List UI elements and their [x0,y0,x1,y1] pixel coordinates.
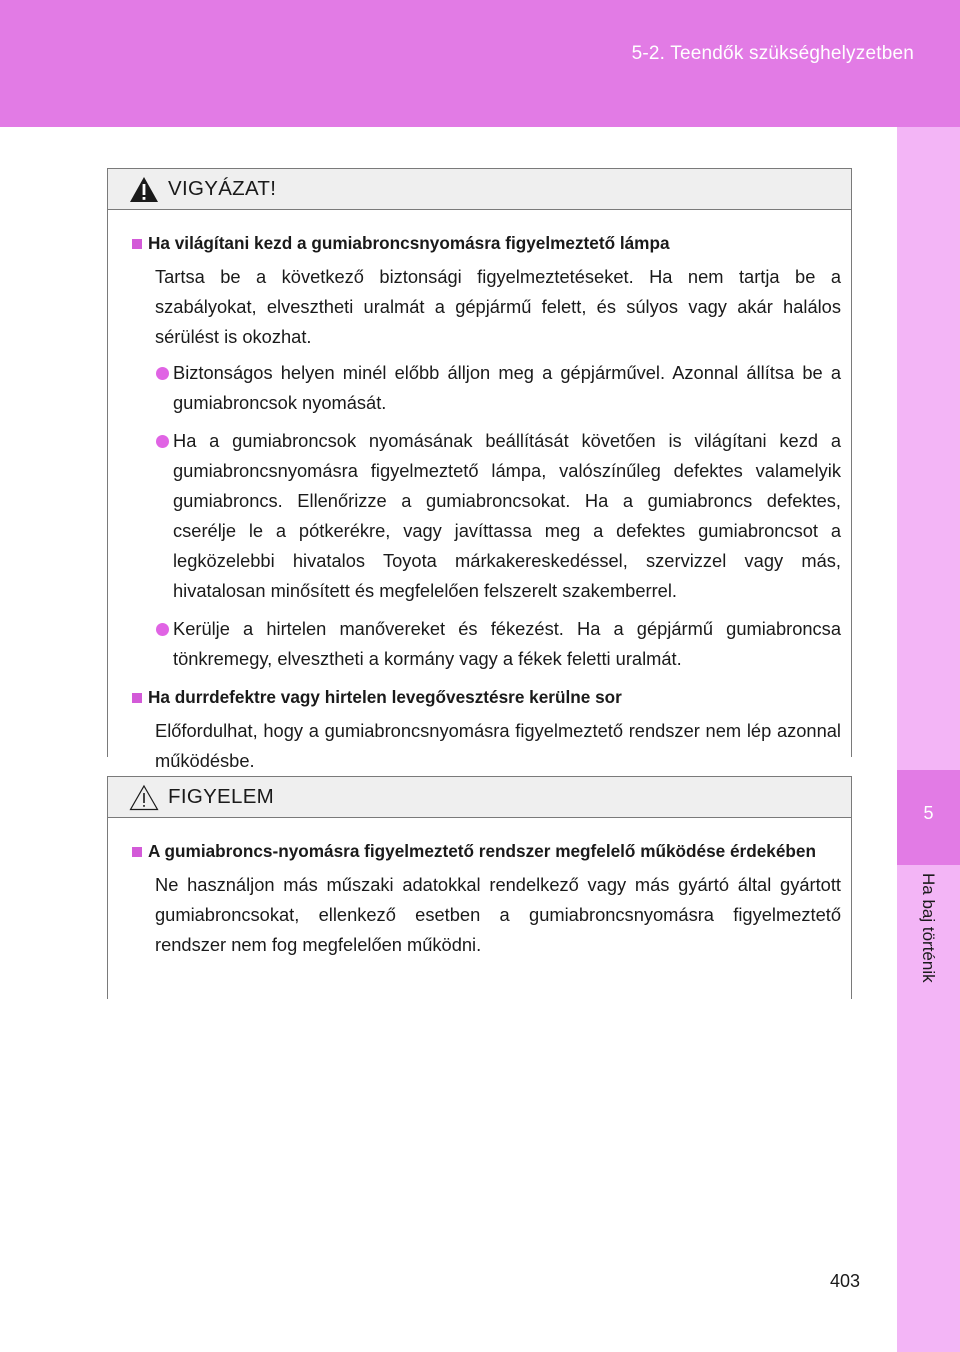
chapter-title [897,873,960,1023]
caution-item-title: Ha durrdefektre vagy hirtelen levegővesztésre kerülne sor [132,682,841,712]
dot-bullet-icon [156,367,169,380]
header-band [0,0,960,127]
caution-item-text: Tartsa be a következő biztonsági figyelmeztetéseket. Ha nem tartja be a szabályokat, elvesztheti uralmát a gépjármű felett, és súlyos vagy akár halálos sérülést is okozhat. [155,266,841,347]
notice-body [108,818,851,1000]
square-bullet-icon [132,693,142,703]
page-number: 403 [830,1271,861,1291]
caution-bullet: Biztonságos helyen minél előbb álljon meg a gépjárművel. Azonnal állítsa be a gumiabroncsok nyomását. [132,358,841,418]
side-tab [897,127,960,1352]
caution-item-text: Előfordulhat, hogy a gumiabroncsnyomásra figyelmeztető rendszer nem lép azonnal működésbe. [155,720,841,771]
caution-header [108,169,851,210]
notice-label: FIGYELEM [168,785,275,808]
square-bullet-icon [132,847,142,857]
notice-header [108,777,851,818]
caution-body [108,210,851,806]
chapter-title-text: Ha baj történik [919,873,938,983]
dot-bullet-icon [156,435,169,448]
square-bullet-icon [132,239,142,249]
chapter-number: 5 [923,803,934,823]
section-title: 5-2. Teendők szükséghelyzetben [631,43,914,64]
chapter-tab[interactable] [897,770,960,865]
dot-bullet-icon [156,623,169,636]
warning-triangle-outline-icon [129,784,159,811]
warning-triangle-filled-icon [129,176,159,203]
notice-item-title: A gumiabroncs-nyomásra figyelmeztető rendszer megfelelő működése érdekében [132,836,841,866]
caution-bullet: Ha a gumiabroncsok nyomásának beállítását követően is világítani kezd a gumiabroncsnyomásra figyelmeztető lámpa, valószínűleg defektes valamelyik gumiabroncs. Ellenőrizze a gumiabroncsokat. Ha a gumiabroncs defektes, cserélje le a pótkerékre, vagy javíttassa meg a defektes gumiabroncsot a legközelebbi hivatalos Toyota márkakereskedéssel, szervizzel vagy más, hivatalosan minősített és megfelelően felszerelt szakemberrel. [132,426,841,606]
caution-box [107,168,852,771]
caution-label: VIGYÁZAT! [168,177,277,200]
caution-bullet: Kerülje a hirtelen manővereket és fékezést. Ha a gépjármű gumiabroncsa tönkremegy, elvesztheti a kormány vagy a fékek feletti uralmát. [132,614,841,674]
notice-item-text: Ne használjon más műszaki adatokkal rendelkező vagy más gyártó által gyártott gumiabroncsokat, ellenkező esetben a gumiabroncsnyomásra figyelmeztető rendszer nem fog megfelelően működni. [155,874,841,955]
caution-item-title: Ha világítani kezd a gumiabroncsnyomásra figyelmeztető lámpa [132,228,841,258]
notice-box [107,776,852,999]
